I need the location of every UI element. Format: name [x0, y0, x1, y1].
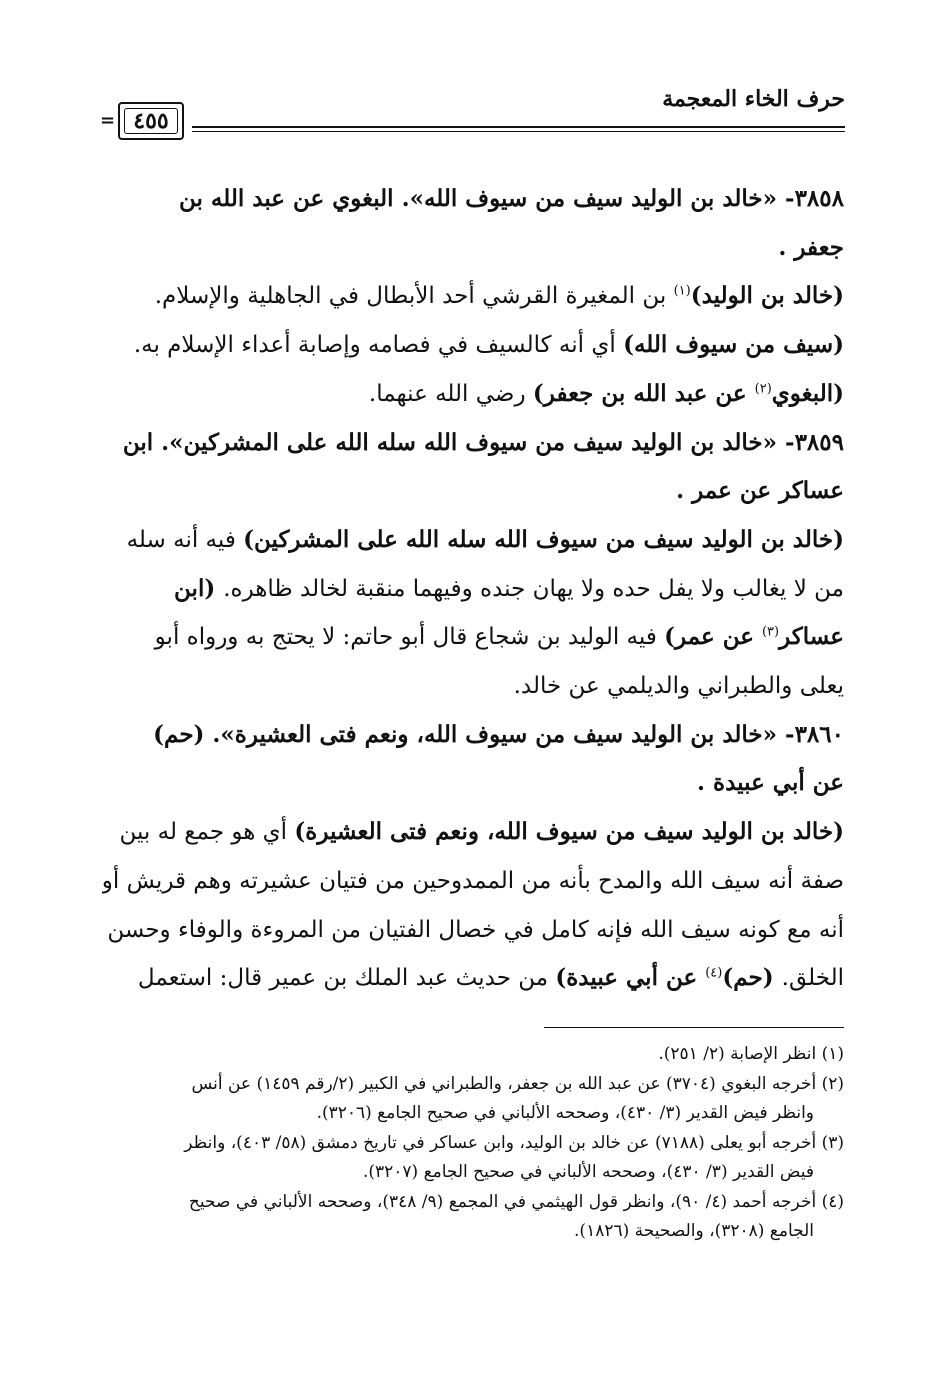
- commentary-line: صفة أنه سيف الله والمدح بأنه من الممدوحين من فتيان عشيرته وهم قريش أو: [102, 867, 844, 894]
- footnote-ref: (٤): [705, 965, 723, 981]
- page-number-box: [118, 102, 184, 140]
- footnote-1: (١) انظر الإصابة (٢/ ٢٥١).: [658, 1044, 844, 1064]
- footnote-ref: (٢): [754, 381, 772, 397]
- commentary-line: (خالد بن الوليد)$^{(١)}$ بن المغيرة القرشي أحد الأبطال في الجاهلية والإسلام.: [154, 282, 844, 310]
- commentary-line: (سيف من سيوف الله) أي أنه كالسيف في فصامه وإصابة أعداء الإسلام به.: [133, 331, 844, 359]
- footnote-3: (٣) أخرجه أبو يعلى (٧١٨٨) عن خالد بن الوليد، وابن عساكر في تاريخ دمشق (٥٨/ ٤٠٣)، وانظر: [184, 1132, 844, 1153]
- commentary-line: عساكر$^{(٣)}$ عن عمر) فيه الوليد بن شجاع قال أبو حاتم: لا يحتج به ورواه أبو: [154, 623, 844, 651]
- footnotes: [102, 1040, 844, 1247]
- commentary-line: (خالد بن الوليد سيف من سيوف الله سله الله على المشركين) فيه أنه سله: [126, 525, 844, 553]
- header-mark: =: [100, 110, 116, 131]
- footnote-4-cont: الجامع (٣٢٠٨)، والصحيحة (١٨٢٦).: [574, 1221, 814, 1241]
- footnote-ref: (٣): [761, 624, 780, 640]
- hadith-3860: ٣٨٦٠- «خالد بن الوليد سيف من سيوف الله، ونعم فتى العشيرة». (حم): [153, 720, 844, 748]
- commentary-line: (البغوي$^{(٢)}$ عن عبد الله بن جعفر) رضي الله عنهما.: [368, 379, 844, 407]
- footnote-4: (٤) أخرجه أحمد (٤/ ٩٠)، وانظر قول الهيثمي في المجمع (٩/ ٣٤٨)، وصححه الألباني في صحيح: [188, 1191, 844, 1212]
- commentary-line: الخلق. (حم)$^{(٤)}$ عن أبي عبيدة) من حديث عبد الملك بن عمير قال: استعمل: [137, 964, 844, 992]
- hadith-3859: ٣٨٥٩- «خالد بن الوليد سيف من سيوف الله سله الله على المشركين». ابن: [122, 428, 844, 456]
- footnote-ref: (١): [673, 283, 691, 299]
- footnote-separator: [544, 1027, 844, 1028]
- commentary-line: يعلى والطبراني والديلمي عن خالد.: [513, 673, 844, 700]
- footnote-3-cont: فيض القدير (٣/ ٤٣٠)، وصححه الألباني في صحيح الجامع (٣٢٠٧).: [362, 1162, 814, 1182]
- hadith-3859-source: عساكر عن عمر .: [676, 477, 844, 505]
- chapter-title: حرف الخاء المعجمة: [662, 86, 845, 112]
- hadith-3860-source: عن أبي عبيدة .: [697, 769, 844, 797]
- commentary-line: أنه مع كونه سيف الله فإنه كامل في خصال الفتيان من المروءة والوفاء وحسن: [107, 916, 844, 943]
- main-text: [102, 175, 844, 1003]
- footnote-2-cont: وانظر فيض القدير (٣/ ٤٣٠)، وصححه الألباني في صحيح الجامع (٣٢٠٦).: [316, 1103, 814, 1123]
- hadith-3858: ٣٨٥٨- «خالد بن الوليد سيف من سيوف الله». البغوي عن عبد الله بن: [179, 185, 844, 212]
- header-rule: [192, 126, 845, 132]
- commentary-line: من لا يغالب ولا يفل حده ولا يهان جنده وفيهما منقبة لخالد ظاهره. (ابن: [174, 574, 844, 602]
- page-number: ٤٥٥: [133, 108, 169, 134]
- hadith-3858-source: جعفر .: [778, 233, 844, 261]
- footnote-2: (٢) أخرجه البغوي (٣٧٠٤) عن عبد الله بن جعفر، والطبراني في الكبير (٢/رقم ١٤٥٩) عن أنس: [191, 1073, 844, 1094]
- commentary-line: (خالد بن الوليد سيف من سيوف الله، ونعم فتى العشيرة) أي هو جمع له بين: [119, 818, 844, 846]
- page-header: [100, 82, 845, 142]
